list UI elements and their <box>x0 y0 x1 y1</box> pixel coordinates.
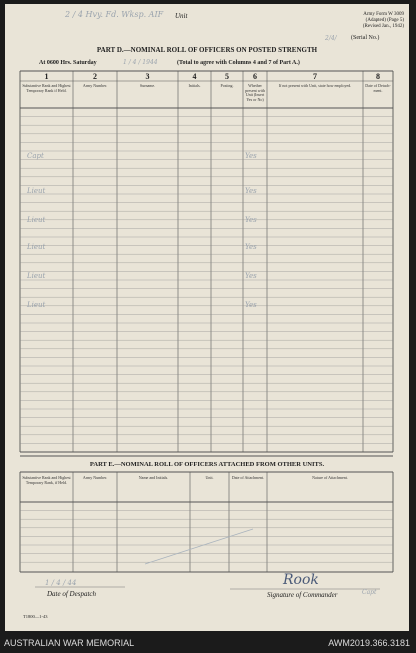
entry-rank: Lieut <box>27 243 46 251</box>
entry-present: Yes <box>245 152 257 160</box>
part-e-pencil-stroke <box>145 529 253 564</box>
entry-rank: Lieut <box>27 187 46 195</box>
archive-bar <box>0 634 416 653</box>
entry-present: Yes <box>245 243 257 251</box>
signature-handwritten: Rook <box>283 572 319 588</box>
part-e-column-header: Substantive Rank and Highest Temporary Rank, if Held. <box>22 475 71 485</box>
part-d-date-suffix: (Total to agree with Columns 4 and 7 of Part A.) <box>177 60 300 66</box>
commander-rank: Capt <box>362 589 377 596</box>
part-e-column-header: Nature of Attachment. <box>312 475 348 480</box>
part-e-column-header: Date of Attachment. <box>231 475 265 480</box>
unit-label: Unit <box>175 12 188 20</box>
part-d-column-number: 3 <box>145 72 150 81</box>
entry-present: Yes <box>245 272 257 280</box>
entry-rank: Lieut <box>27 272 46 280</box>
entry-rank: Capt <box>27 152 44 160</box>
part-d-column-header: Posting. <box>220 83 234 88</box>
part-d-column-number: 2 <box>93 72 97 81</box>
archive-name: AUSTRALIAN WAR MEMORIAL <box>4 638 135 648</box>
part-e-column-header: Name and Initials. <box>138 475 169 480</box>
entry-present: Yes <box>245 216 257 224</box>
part-e-column-header: Army Number. <box>82 475 108 480</box>
entry-rank: Lieut <box>27 301 46 309</box>
entry-present: Yes <box>245 187 257 195</box>
part-d-title: PART D.—NOMINAL ROLL OF OFFICERS ON POSTED STRENGTH <box>96 46 318 54</box>
part-d-column-number: 5 <box>225 72 229 81</box>
part-d-column-number: 1 <box>44 72 49 81</box>
despatch-date-handwritten: 1 / 4 / 44 <box>45 579 77 587</box>
part-d-grid <box>5 4 409 631</box>
entry-present: Yes <box>245 301 257 309</box>
unit-handwritten: 2 / 4 Hvy. Fd. Wksp. AIF <box>65 10 164 19</box>
part-d-column-header: Army Number. <box>82 83 108 88</box>
part-e-title: PART E.—NOMINAL ROLL OF OFFICERS ATTACHED FROM OTHER UNITS. <box>89 461 325 468</box>
part-d-date-prefix: At 0600 Hrs. Saturday <box>39 60 97 66</box>
part-d-column-header: If not present with Unit, state how employed. <box>278 83 352 88</box>
date-of-despatch-label: Date of Despatch <box>47 590 96 598</box>
form-line: (Adapted) (Page 5) <box>365 18 404 23</box>
part-d-column-number: 4 <box>192 72 197 81</box>
entry-rank: Lieut <box>27 216 46 224</box>
serial-handwritten: 2/4/ <box>325 35 337 42</box>
part-d-column-header: Initials. <box>188 83 201 88</box>
part-d-column-number: 8 <box>376 72 380 81</box>
part-d-column-header: Whether present with Unit (Insert Yes or No) <box>245 83 265 102</box>
archive-id: AWM2019.366.3181 <box>328 638 410 648</box>
part-d-date-handwritten: 1 / 4 / 1944 <box>123 59 158 66</box>
form-line: (Revised Jan., 1942) <box>362 24 404 29</box>
signature-label: Signature of Commander <box>267 591 338 599</box>
part-d-column-header: Surname. <box>139 83 156 88</box>
part-d-column-number: 7 <box>313 72 317 81</box>
print-code: T1800—1-43 <box>23 614 48 619</box>
form-line: Army Form W 3009 <box>363 12 404 17</box>
part-d-column-header: Substantive Rank and Highest Temporary Rank if Held. <box>22 83 71 93</box>
form-sheet <box>5 4 409 631</box>
part-e-column-header: Unit. <box>205 475 214 480</box>
part-d-column-number: 6 <box>253 72 257 81</box>
serial-label: (Serial No.) <box>351 35 380 41</box>
part-d-column-header: Date of Detach-ment. <box>365 83 391 93</box>
